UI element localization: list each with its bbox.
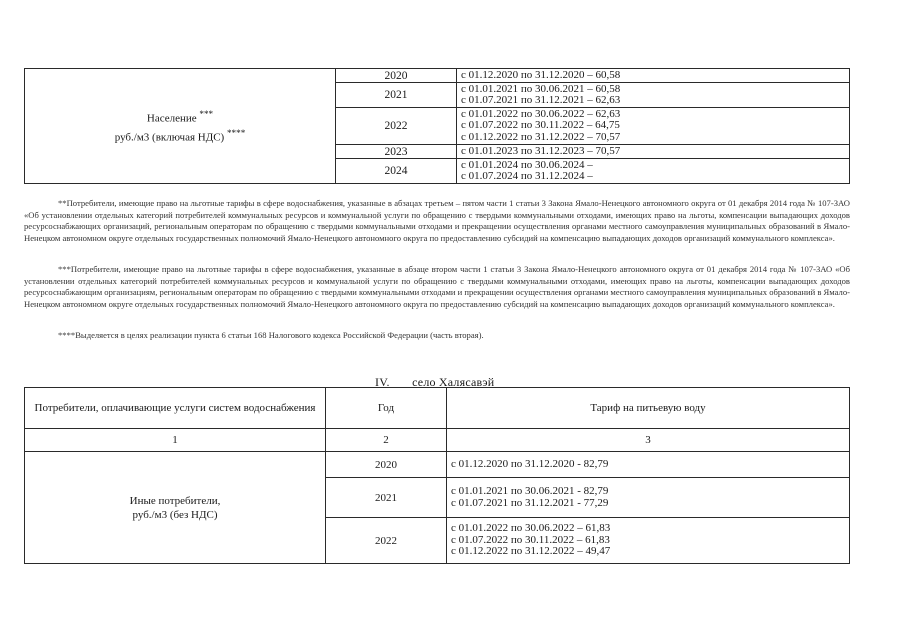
tariff-line: с 01.07.2022 по 30.11.2022 – 61,83 xyxy=(451,533,610,546)
year-cell: 2020 xyxy=(336,69,457,83)
section-number: IV. xyxy=(375,375,390,389)
category-line1: Население xyxy=(146,113,197,125)
tariff-line: с 01.01.2021 по 30.06.2021 - 82,79 xyxy=(451,485,609,497)
tariff-line: с 01.01.2024 по 30.06.2024 – xyxy=(461,158,593,171)
year-cell: 2021 xyxy=(336,83,457,108)
tariff-cell xyxy=(457,69,850,83)
tariff-line: с 01.07.2024 по 31.12.2024 – xyxy=(461,170,593,182)
footnote-text: ***Потребители, имеющие право на льготные тарифы в сфере водоснабжения, указанные в абзаце втором части 1 статьи 3 Закона Ямало-Ненецкого автономного округа от 01 декабря 2014 года № 107-ЗАО «Об установлении отдельных категорий потребителей коммунальных ресурсов и коммунальной услуги по обращению с твердыми коммунальными отходами, имеющих право на льготы, компенсации выпадающих доходов ресурсоснабжающим организациям, региональным операторам по обращению с твердыми коммунальными отходами и прекращении осуществления органами местного самоуправления муниципальных образований в Ямало-Ненецком автономном округе отдельных государственных полномочий Ямало-Ненецкого автономного округа по предоставлению субсидий на компенсацию выпадающих доходов организаций коммунального комплекса». xyxy=(24,264,850,309)
category-marks1: *** xyxy=(199,109,214,120)
footnote-triple-star xyxy=(24,264,850,310)
column-number: 2 xyxy=(326,429,447,452)
tariff-line: с 01.12.2020 по 31.12.2020 – 60,58 xyxy=(461,68,621,81)
tariff-line: с 01.12.2022 по 31.12.2022 – 49,47 xyxy=(451,545,611,558)
tariff-table-population xyxy=(24,68,850,184)
tariff-cell xyxy=(447,518,850,564)
section-title: село Халясавэй xyxy=(412,375,495,389)
year-cell: 2022 xyxy=(326,518,447,564)
category-line2: руб./м3 (без НДС) xyxy=(132,508,218,521)
column-number: 3 xyxy=(447,429,850,452)
tariff-line: с 01.07.2022 по 30.11.2022 – 64,75 xyxy=(461,119,620,132)
column-number: 1 xyxy=(25,429,326,452)
tariff-cell xyxy=(447,452,850,478)
category-cell xyxy=(25,452,326,564)
category-marks2: **** xyxy=(226,128,246,138)
tariff-cell xyxy=(457,145,850,159)
tariff-line: с 01.01.2023 по 31.12.2023 – 70,57 xyxy=(461,144,621,157)
year-cell: 2020 xyxy=(326,452,447,478)
header-year: Год xyxy=(326,388,447,429)
tariff-line: с 01.07.2021 по 31.12.2021 - 77,29 xyxy=(451,496,609,509)
footnote-text: ****Выделяется в целях реализации пункта 6 статьи 168 Налогового кодекса Российской Федерации (часть вторая). xyxy=(58,330,484,340)
tariff-cell xyxy=(447,478,850,518)
year-cell: 2023 xyxy=(336,145,457,159)
tariff-cell xyxy=(457,159,850,184)
tariff-line: с 01.01.2022 по 30.06.2022 – 62,63 xyxy=(461,107,621,120)
year-cell: 2024 xyxy=(336,159,457,184)
header-tariff: Тариф на питьевую воду xyxy=(447,388,850,429)
year-cell: 2022 xyxy=(336,108,457,145)
category-cell xyxy=(25,69,336,184)
footnote-quad-star xyxy=(24,330,850,342)
header-consumers: Потребители, оплачивающие услуги систем водоснабжения xyxy=(25,388,326,429)
tariff-line: с 01.12.2020 по 31.12.2020 - 82,79 xyxy=(451,457,609,470)
tariff-table-other xyxy=(24,387,850,564)
tariff-cell xyxy=(457,83,850,108)
footnote-text: **Потребители, имеющие право на льготные тарифы в сфере водоснабжения, указанные в абзацах третьем – пятом части 1 статьи 3 Закона Ямало-Ненецкого автономного округа от 01 декабря 2014 года № 107-ЗАО «Об установлении отдельных категорий потребителей коммунальных ресурсов и коммунальной услуги по обращению с твердыми коммунальными отходами, имеющих право на льготы, компенсации выпадающих доходов ресурсоснабжающих организаций, региональным операторам по обращению с твердыми коммунальными отходами и прекращении осуществления органами местного самоуправления муниципальных образований в Ямало-Ненецком автономном округе отдельных государственных полномочий Ямало-Ненецкого автономного округа по предоставлению субсидий на компенсацию выпадающих доходов организаций коммунального комплекса». xyxy=(24,198,850,243)
category-line1: Иные потребители, xyxy=(129,494,221,507)
tariff-cell xyxy=(457,108,850,145)
tariff-line: с 01.01.2022 по 30.06.2022 – 61,83 xyxy=(451,522,611,535)
tariff-line: с 01.07.2021 по 31.12.2021 – 62,63 xyxy=(461,94,621,106)
footnote-double-star xyxy=(24,198,850,244)
tariff-line: с 01.12.2022 по 31.12.2022 – 70,57 xyxy=(461,130,621,143)
tariff-line: с 01.01.2021 по 30.06.2021 – 60,58 xyxy=(461,82,621,95)
category-line2: руб./м3 (включая НДС) xyxy=(114,131,225,144)
year-cell: 2021 xyxy=(326,478,447,518)
